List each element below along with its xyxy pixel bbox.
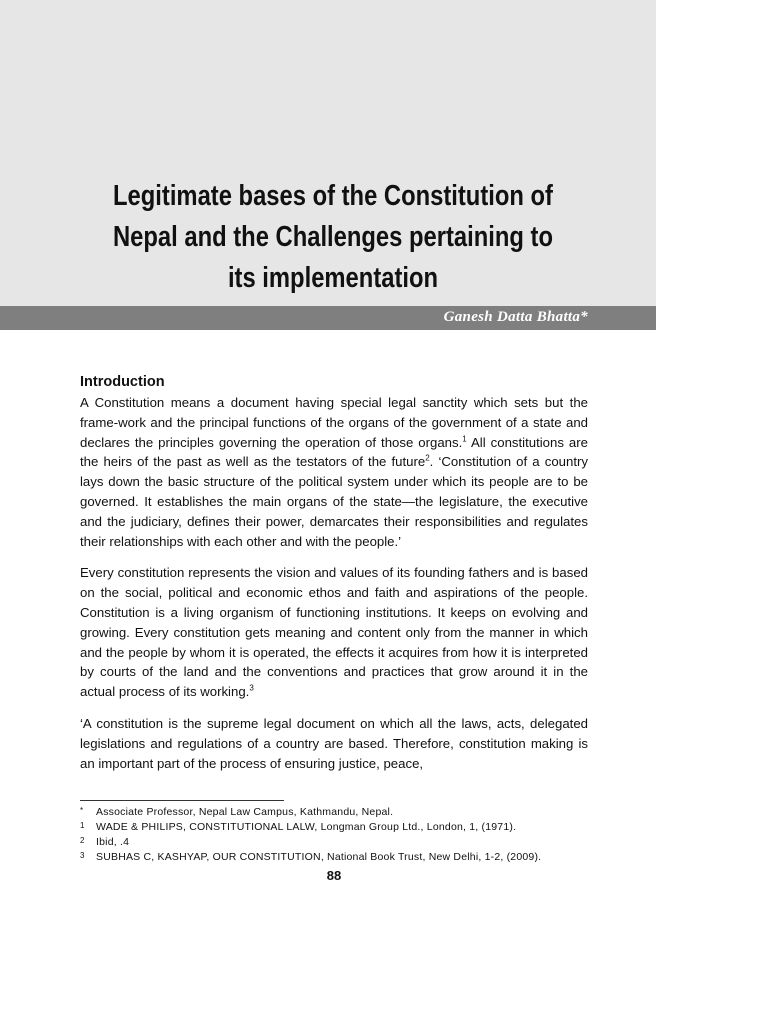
footnote-text: Associate Professor, Nepal Law Campus, Kathmandu, Nepal. xyxy=(96,806,394,818)
paragraph xyxy=(80,393,588,551)
paragraph-text: ‘A constitution is the supreme legal document on which all the laws, acts, delegated legislations and regulations of a country are based. Therefore, constitution making is an important part of the process of ensuring justice, peace, xyxy=(80,715,588,771)
footnote-text: WADE & PHILIPS, CONSTITUTIONAL LALW, Longman Group Ltd., London, 1, (1971). xyxy=(96,821,517,833)
footnote-mark: 3 xyxy=(80,851,85,860)
paragraph-text: All constitutions are the heirs of the past as well as the testators of the future xyxy=(80,434,588,470)
footnote xyxy=(80,820,600,835)
article-title xyxy=(109,176,557,299)
paragraph xyxy=(80,563,588,702)
author-name: Ganesh Datta Bhatta* xyxy=(443,309,588,325)
page-number: 88 xyxy=(326,868,342,883)
footnote-mark: 2 xyxy=(80,836,85,845)
footnote xyxy=(80,835,600,850)
paragraph-text: Every constitution represents the vision and values of its founding fathers and is based on the social, political and economic ethos and faith and aspirations of the people. Constitution is a living organism of functioning institutions. It keeps on evolving and growing. Every constitution gets meaning and content only from the manner in which and the people by whom it is operated, the effects it acquires from how it is interpreted by courts of the land and the conventions and practices that grow around it in the actual process of its working. xyxy=(80,565,588,700)
footnote-text: Ibid, .4 xyxy=(96,836,130,848)
paragraph-text: A Constitution means a document having special legal sanctity which sets but the frame-work and the principal functions of the organs of the government of a state and declares the principles governing the operation of those organs. xyxy=(80,395,588,450)
footnote-mark: * xyxy=(80,806,84,815)
footnote-text: SUBHAS C, KASHYAP, OUR CONSTITUTION, National Book Trust, New Delhi, 1-2, (2009). xyxy=(96,851,542,863)
footnote-divider xyxy=(80,800,284,801)
footnote-mark: 1 xyxy=(80,821,85,830)
footnote xyxy=(80,805,600,820)
footnote-ref: 2 xyxy=(425,454,430,463)
article-body xyxy=(80,372,588,785)
footnote-ref: 1 xyxy=(462,434,467,444)
section-heading: Introduction xyxy=(80,374,165,390)
footnote xyxy=(80,850,600,865)
footnotes xyxy=(80,805,600,865)
title-line: its implementation xyxy=(227,262,439,294)
footnote-ref: 3 xyxy=(249,683,254,693)
paragraph-text: . ‘Constitution of a country lays down the basic structure of the political system under which its people are to be governed. It establishes the main organs of the state—the legislature, the executive and the judiciary, defines their power, demarcates their responsibilities and regulates their relationships with each other and with the people.’ xyxy=(80,454,588,549)
title-line: Legitimate bases of the Constitution of xyxy=(113,180,553,212)
paragraph xyxy=(80,714,588,773)
title-line: Nepal and the Challenges pertaining to xyxy=(112,221,553,253)
author-banner xyxy=(0,306,656,330)
